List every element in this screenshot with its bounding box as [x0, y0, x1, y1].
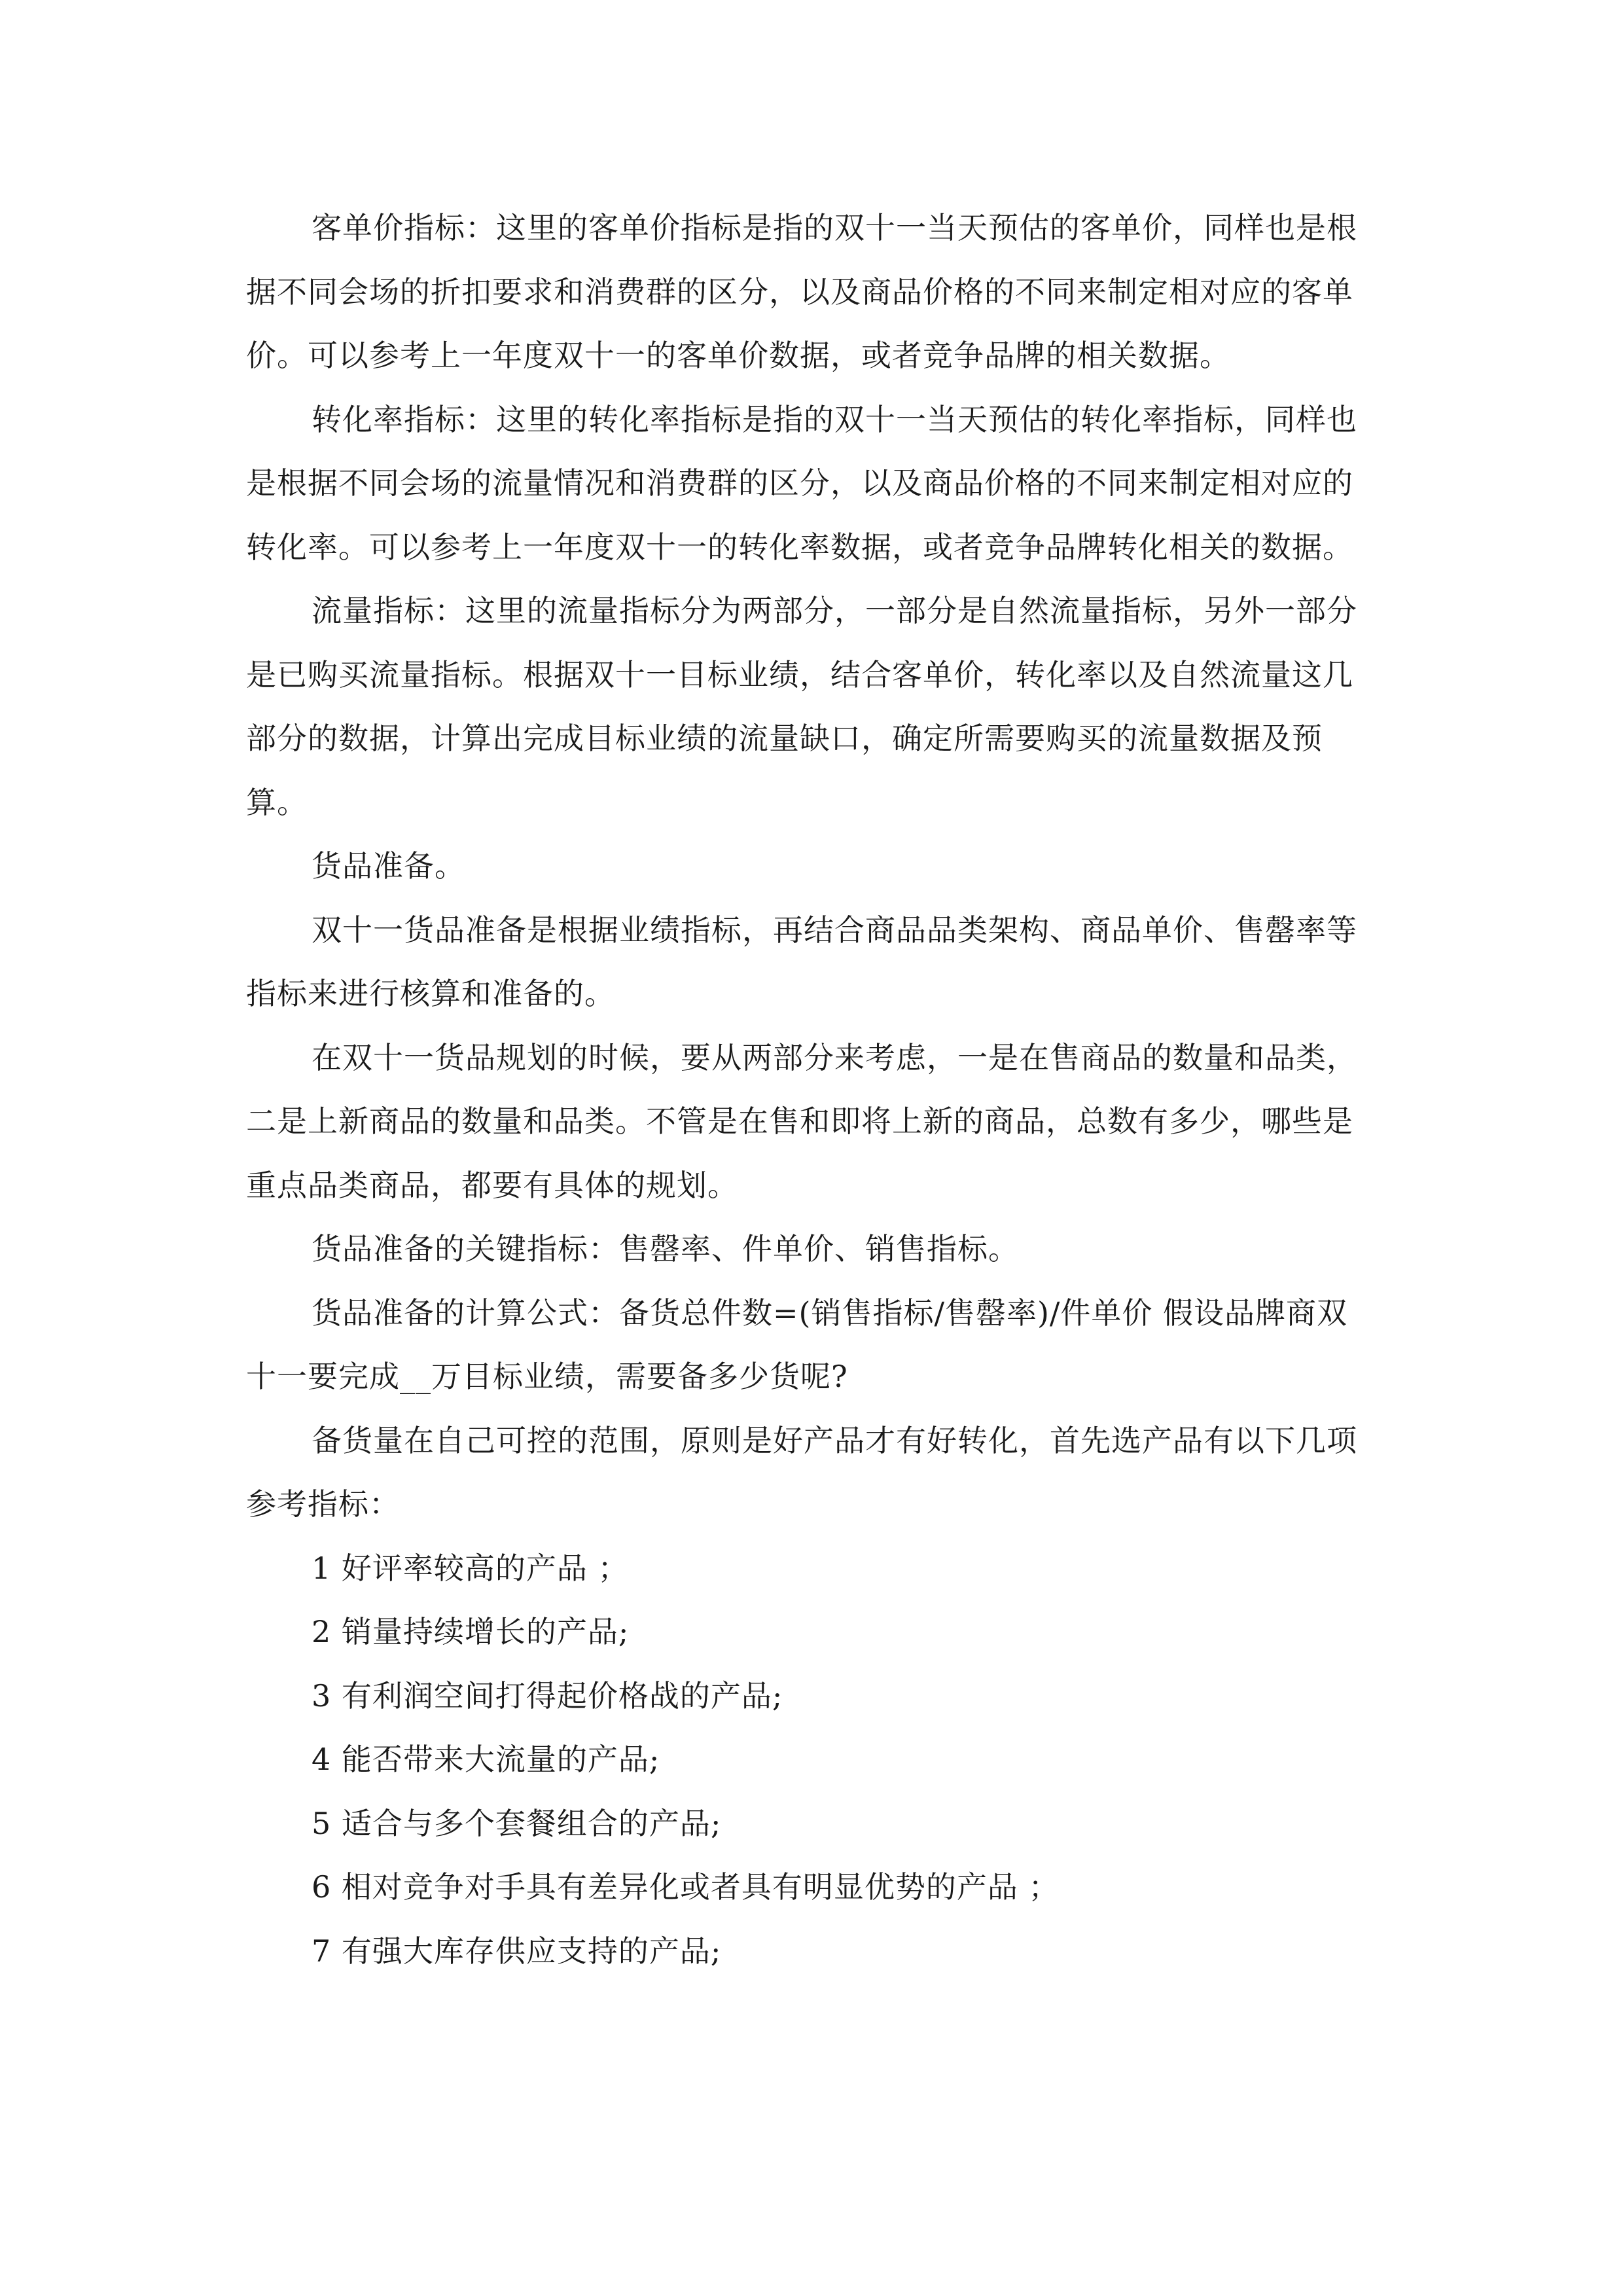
paragraph-customer-unit-price: 客单价指标：这里的客单价指标是指的双十一当天预估的客单价，同样也是根据不同会场的折扣要求和消费群的区分，以及商品价格的不同来制定相对应的客单价。可以参考上一年度双十一的客单价数据，或者竞争品牌的相关数据。	[246, 210, 1357, 373]
list-item: 2 销量持续增长的产品;	[312, 1614, 630, 1649]
paragraph-formula: 货品准备的计算公式：备货总件数=(销售指标/售罄率)/件单价 假设品牌商双十一要完成__万目标业绩，需要备多少货呢?	[246, 1295, 1348, 1394]
list-item: 4 能否带来大流量的产品;	[312, 1742, 660, 1777]
list-item: 5 适合与多个套餐组合的产品;	[312, 1805, 722, 1841]
paragraph-key-indicators: 货品准备的关键指标：售罄率、件单价、销售指标。	[312, 1231, 1019, 1266]
paragraph-goods-planning: 在双十一货品规划的时候，要从两部分来考虑，一是在售商品的数量和品类，二是上新商品的数量和品类。不管是在售和即将上新的商品，总数有多少，哪些是重点品类商品，都要有具体的规划。	[246, 1039, 1357, 1203]
list-item: 1 好评率较高的产品 ；	[312, 1550, 629, 1586]
paragraph-stock-principle: 备货量在自己可控的范围，原则是好产品才有好转化，首先选产品有以下几项参考指标：	[246, 1422, 1357, 1522]
document-body	[246, 196, 1378, 1983]
paragraph-traffic: 流量指标：这里的流量指标分为两部分，一部分是自然流量指标，另外一部分是已购买流量指标。根据双十一目标业绩，结合客单价，转化率以及自然流量这几部分的数据，计算出完成目标业绩的流量缺口，确定所需要购买的流量数据及预算。	[246, 593, 1357, 820]
list-item: 7 有强大库存供应支持的产品;	[312, 1933, 722, 1969]
paragraph-goods-preparation-heading: 货品准备。	[312, 848, 465, 884]
list-item: 6 相对竞争对手具有差异化或者具有明显优势的产品 ；	[312, 1869, 1060, 1905]
paragraph-goods-preparation: 双十一货品准备是根据业绩指标，再结合商品品类架构、商品单价、售罄率等指标来进行核算和准备的。	[246, 912, 1357, 1011]
list-item: 3 有利润空间打得起价格战的产品;	[312, 1677, 783, 1713]
paragraph-conversion-rate: 转化率指标：这里的转化率指标是指的双十一当天预估的转化率指标，同样也是根据不同会场的流量情况和消费群的区分，以及商品价格的不同来制定相对应的转化率。可以参考上一年度双十一的转化率数据，或者竞争品牌转化相关的数据。	[246, 401, 1357, 565]
